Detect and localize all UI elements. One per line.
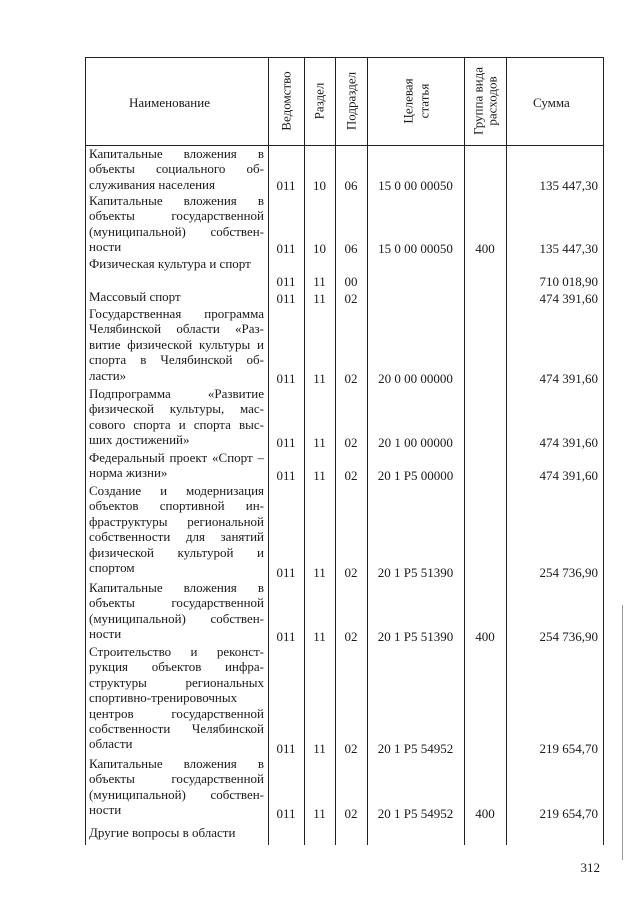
cell-celevaya: 20 1 P5 54952 xyxy=(377,740,454,756)
cell-razdel: 11 xyxy=(313,370,326,386)
cell-razdel: 11 xyxy=(313,273,326,289)
cell-summa: 254 736,90 xyxy=(539,628,598,644)
row-name: Федеральный проект «Спорт – норма жизни» xyxy=(89,450,264,481)
table-border-top xyxy=(85,57,604,58)
row-name: Государственная программа Челябинской области «Раз-витие физической культуры и спорта в Челябинской об-ласти» xyxy=(89,306,264,383)
cell-gruppa: 400 xyxy=(475,240,495,256)
cell-summa: 474 391,60 xyxy=(539,370,598,386)
cell-razdel: 11 xyxy=(313,290,326,306)
table-row xyxy=(85,644,604,756)
cell-summa: 710 018,90 xyxy=(539,273,598,289)
cell-celevaya: 20 1 00 00000 xyxy=(378,434,453,450)
cell-summa: 219 654,70 xyxy=(539,805,598,821)
cell-summa: 474 391,60 xyxy=(539,290,598,306)
cell-vedomstvo: 011 xyxy=(276,434,296,450)
cell-vedomstvo: 011 xyxy=(276,805,296,821)
table-row xyxy=(85,193,604,256)
page-number: 312 xyxy=(580,860,600,875)
table-row xyxy=(85,146,604,193)
cell-podrazdel: 02 xyxy=(344,564,358,580)
header-summa: Сумма xyxy=(533,95,570,110)
header-name: Наименование xyxy=(129,95,210,110)
table-row xyxy=(85,483,604,580)
header-statya: статья xyxy=(416,83,432,119)
cell-razdel: 11 xyxy=(313,467,326,483)
row-name: Другие вопросы в области xyxy=(89,825,236,840)
cell-vedomstvo: 011 xyxy=(276,177,296,193)
cell-vedomstvo: 011 xyxy=(276,240,296,256)
table-row xyxy=(85,256,604,289)
cell-podrazdel: 00 xyxy=(344,273,358,289)
cell-vedomstvo: 011 xyxy=(276,290,296,306)
cell-podrazdel: 02 xyxy=(344,805,358,821)
table-row xyxy=(85,289,604,306)
cell-podrazdel: 02 xyxy=(344,628,358,644)
table-row xyxy=(85,825,604,843)
cell-summa: 135 447,30 xyxy=(539,240,598,256)
row-name: Капитальные вложения в объекты государственной (муниципальной) собствен-ности xyxy=(89,756,264,818)
cell-celevaya: 20 0 00 00000 xyxy=(378,370,453,386)
cell-vedomstvo: 011 xyxy=(276,628,296,644)
cell-podrazdel: 02 xyxy=(344,434,358,450)
header-raskhodov: расходов xyxy=(484,76,500,126)
cell-podrazdel: 02 xyxy=(344,467,358,483)
cell-razdel: 10 xyxy=(313,177,326,193)
cell-podrazdel: 02 xyxy=(344,370,358,386)
cell-vedomstvo: 011 xyxy=(276,467,296,483)
cell-gruppa: 400 xyxy=(475,805,495,821)
table-row xyxy=(85,756,604,821)
cell-celevaya: 20 1 P5 54952 xyxy=(377,805,454,821)
cell-podrazdel: 06 xyxy=(344,177,358,193)
cell-summa: 219 654,70 xyxy=(539,740,598,756)
header-podrazdel: Подраздел xyxy=(343,71,359,131)
cell-summa: 474 391,60 xyxy=(539,467,598,483)
row-name: Капитальные вложения в объекты государственной (муниципальной) собствен-ности xyxy=(89,580,264,642)
cell-gruppa: 400 xyxy=(475,628,495,644)
cell-razdel: 11 xyxy=(313,628,326,644)
cell-celevaya: 20 1 P5 00000 xyxy=(377,467,454,483)
budget-table xyxy=(85,57,604,845)
cell-vedomstvo: 011 xyxy=(276,370,296,386)
cell-vedomstvo: 011 xyxy=(276,273,296,289)
table-row xyxy=(85,386,604,450)
cell-summa: 474 391,60 xyxy=(539,434,598,450)
cell-razdel: 11 xyxy=(313,740,326,756)
cell-podrazdel: 02 xyxy=(344,290,358,306)
cell-razdel: 11 xyxy=(313,434,326,450)
table-row xyxy=(85,306,604,386)
cell-celevaya: 20 1 P5 51390 xyxy=(377,564,454,580)
header-gruppa: Группа вида xyxy=(470,67,486,135)
scan-margin-line xyxy=(622,605,623,860)
row-name: Массовый спорт xyxy=(89,289,181,304)
row-name: Физическая культура и спорт xyxy=(89,256,251,271)
cell-razdel: 10 xyxy=(313,240,326,256)
header-celevaya: Целевая xyxy=(400,78,416,124)
cell-razdel: 11 xyxy=(313,564,326,580)
cell-celevaya: 15 0 00 00050 xyxy=(378,240,453,256)
cell-celevaya: 20 1 P5 51390 xyxy=(377,628,454,644)
row-name: Создание и модернизация объектов спортивной ин-фраструктуры региональной собственности для занятий физической культурой и спортом xyxy=(89,483,264,576)
cell-vedomstvo: 011 xyxy=(276,564,296,580)
cell-podrazdel: 02 xyxy=(344,740,358,756)
cell-summa: 254 736,90 xyxy=(539,564,598,580)
header-vedomstvo: Ведомство xyxy=(278,71,294,131)
cell-podrazdel: 06 xyxy=(344,240,358,256)
cell-summa: 135 447,30 xyxy=(539,177,598,193)
cell-razdel: 11 xyxy=(313,805,326,821)
table-row xyxy=(85,450,604,483)
cell-celevaya: 15 0 00 00050 xyxy=(378,177,453,193)
row-name: Подпрограмма «Развитие физической культуры, мас-сового спорта и спорта выс-ших достижений» xyxy=(89,386,264,448)
row-name: Строительство и реконст-рукция объектов инфра-структуры региональных спортивно-тренировочных центров государственной собственности Челябинской области xyxy=(89,644,264,752)
row-name: Капитальные вложения в объекты государственной (муниципальной) собствен-ности xyxy=(89,193,264,255)
row-name: Капитальные вложения в объекты социального об-служивания населения xyxy=(89,146,264,192)
table-row xyxy=(85,580,604,644)
cell-vedomstvo: 011 xyxy=(276,740,296,756)
header-razdel: Раздел xyxy=(311,82,327,120)
